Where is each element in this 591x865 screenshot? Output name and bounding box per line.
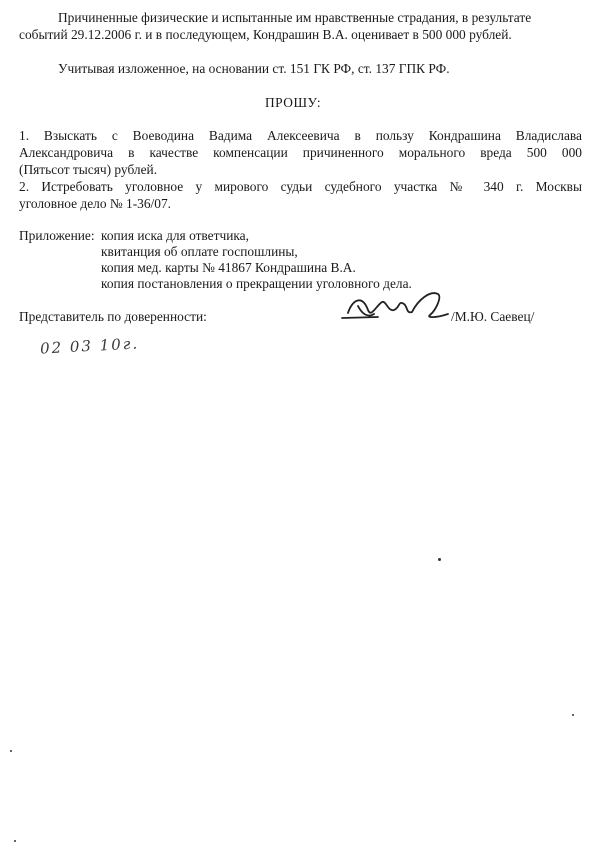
paragraph-damages-line2: событий 29.12.2006 г. и в последующем, Кондрашин В.А. оценивает в 500 000 рублей. [19, 27, 512, 42]
request-heading: ПРОШУ: [265, 95, 322, 110]
attachments-label: Приложение: [19, 228, 95, 243]
request-item-1-line3: (Пятьсот тысяч) рублей. [19, 162, 158, 177]
signature-image [338, 288, 456, 328]
request-item-2-line2: уголовное дело № 1-36/07. [19, 196, 171, 211]
scan-speck [438, 558, 441, 561]
scan-speck [14, 840, 16, 842]
attachment-item: копия мед. карты № 41867 Кондрашина В.А. [101, 260, 356, 275]
scan-speck [10, 750, 12, 752]
attachment-item: копия постановления о прекращении уголовного дела. [101, 276, 412, 291]
representative-name: /М.Ю. Саевец/ [451, 309, 535, 324]
attachment-item: квитанция об оплате госпошлины, [101, 244, 298, 259]
request-item-1-line1: 1. Взыскать с Воеводина Вадима Алексеевича в пользу Кондрашина Владислава [19, 128, 582, 143]
request-item-2-line1: 2. Истребовать уголовное у мирового судьи судебного участка № 340 г. Москвы [19, 179, 582, 194]
attachment-item: копия иска для ответчика, [101, 228, 249, 243]
scan-speck [572, 714, 574, 716]
representative-label: Представитель по доверенности: [19, 309, 207, 324]
legal-basis-text: Учитывая изложенное, на основании ст. 151 ГК РФ, ст. 137 ГПК РФ. [58, 61, 450, 76]
handwritten-date: 02 03 10г. [39, 334, 140, 358]
request-item-1-line2: Александровича в качестве компенсации причиненного морального вреда 500 000 [19, 145, 582, 160]
paragraph-damages-line1: Причиненные физические и испытанные им нравственные страдания, в результате [58, 10, 532, 25]
